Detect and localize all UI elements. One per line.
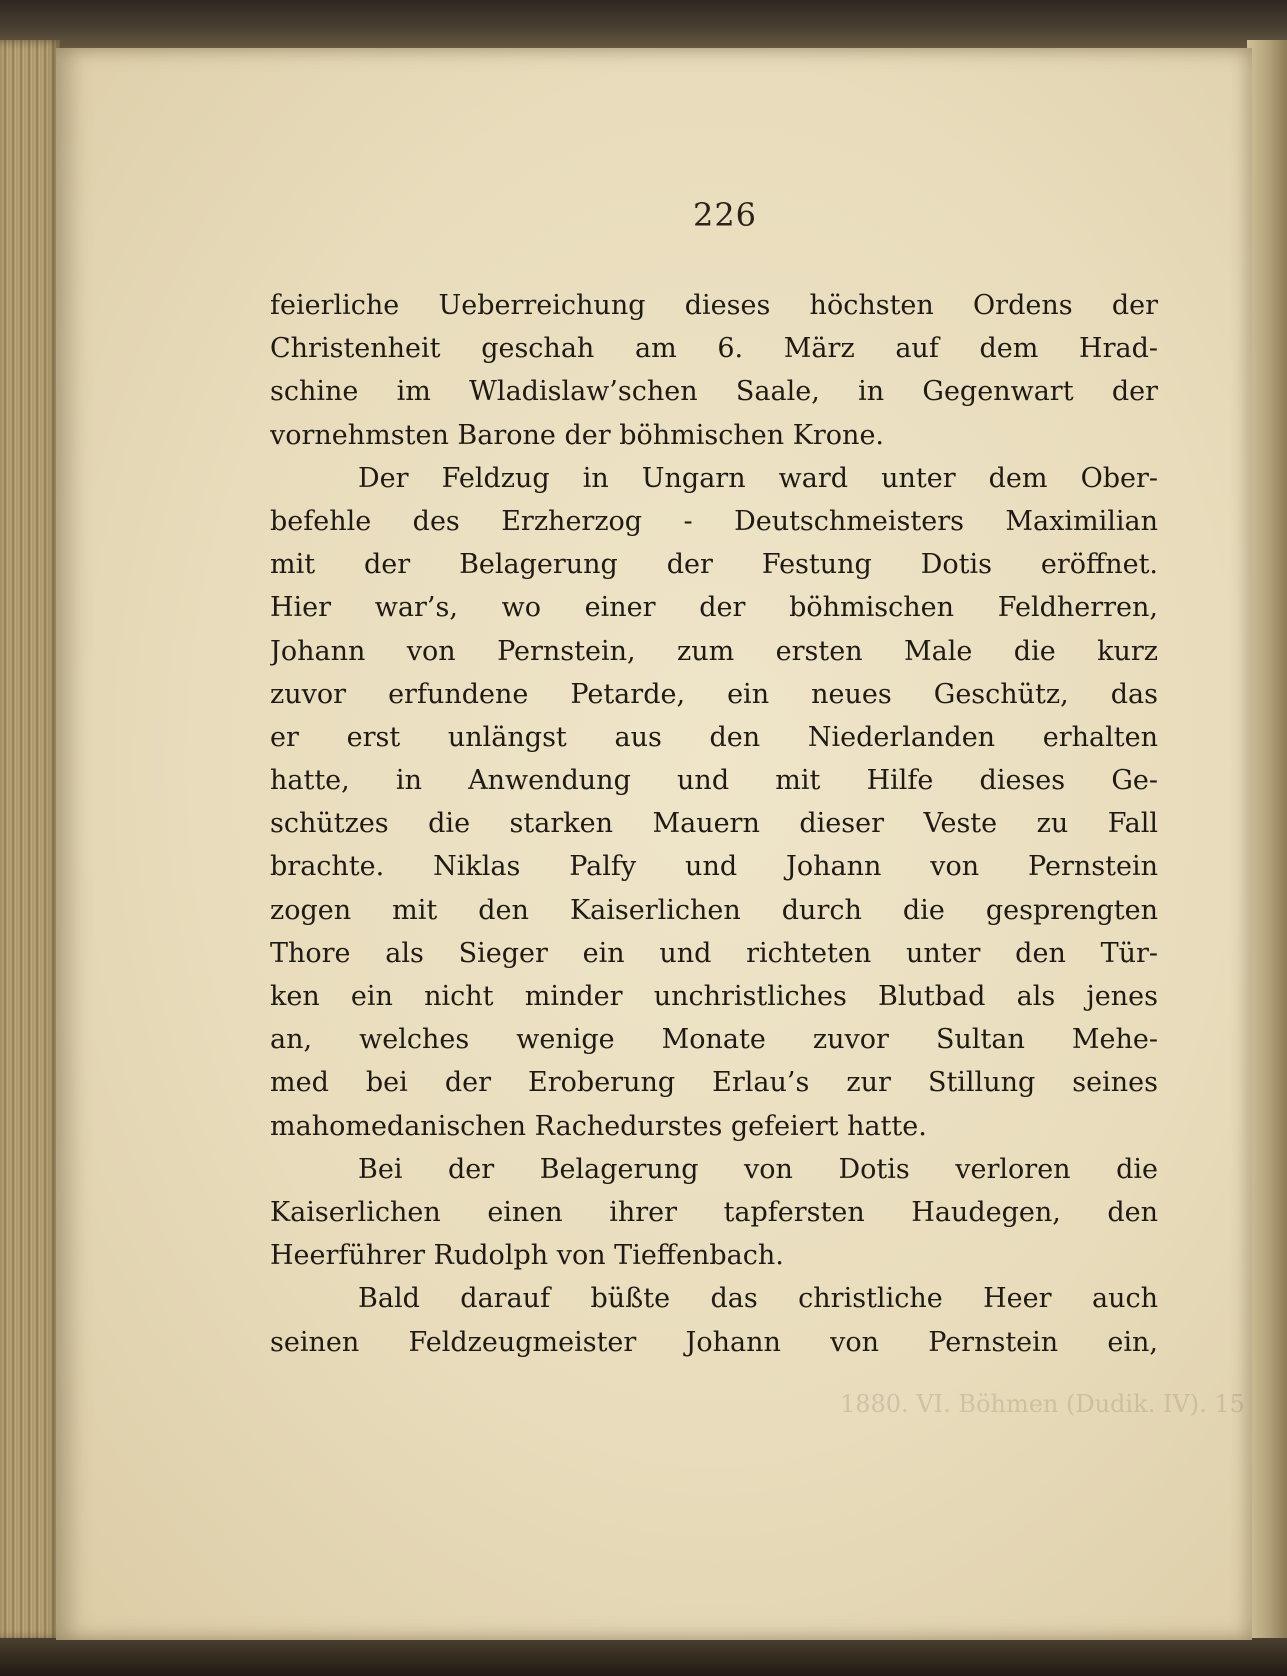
page-number: 226 — [692, 196, 758, 234]
text-line: Johann von Pernstein, zum ersten Male die kurz — [270, 635, 1158, 667]
text-line: feierliche Ueberreichung dieses höchsten Ordens der — [270, 290, 1158, 321]
text-line: zuvor erfundene Petarde, ein neues Geschütz, das — [270, 678, 1158, 710]
text-line: ken ein nicht minder unchristliches Blutbad als jenes — [270, 981, 1158, 1012]
top-book-edge — [0, 0, 1287, 52]
text-line: brachte. Niklas Palfy und Johann von Pernstein — [270, 851, 1158, 883]
text-line: an, welches wenige Monate zuvor Sultan Mehe- — [270, 1024, 1158, 1056]
text-line: Bald darauf büßte das christliche Heer auch — [358, 1283, 1158, 1315]
text-line: Kaiserlichen einen ihrer tapfersten Haudegen, den — [270, 1196, 1158, 1228]
page-edges — [1247, 40, 1287, 1640]
bleed-through-text: 1880. VI. Böhmen (Dudik. IV). 15 — [840, 1390, 1245, 1418]
bottom-book-edge — [0, 1638, 1287, 1676]
text-line: zogen mit den Kaiserlichen durch die gesprengten — [270, 894, 1158, 926]
text-line: Hier war’s, wo einer der böhmischen Feldherren, — [270, 592, 1158, 624]
text-line: mit der Belagerung der Festung Dotis eröffnet. — [270, 549, 1158, 581]
text-line: Der Feldzug in Ungarn ward unter dem Ober- — [358, 462, 1158, 494]
text-line: er erst unlängst aus den Niederlanden erhalten — [270, 721, 1158, 753]
text-line: Bei der Belagerung von Dotis verloren die — [358, 1153, 1158, 1185]
text-line: mahomedanischen Rachedurstes gefeiert hatte. — [270, 1110, 927, 1142]
text-line: Heerführer Rudolph von Tieffenbach. — [270, 1240, 784, 1272]
text-line: med bei der Eroberung Erlau’s zur Stillung seines — [270, 1067, 1158, 1099]
text-line: schine im Wladislaw’schen Saale, in Gegenwart der — [270, 376, 1158, 408]
book-binding — [0, 40, 62, 1640]
text-line: befehle des Erzherzog - Deutschmeisters Maximilian — [270, 505, 1158, 537]
text-line: schützes die starken Mauern dieser Veste zu Fall — [270, 808, 1158, 840]
text-line: Christenheit geschah am 6. März auf dem Hrad- — [270, 333, 1158, 365]
text-line: vornehmsten Barone der böhmischen Krone. — [270, 419, 884, 451]
text-line: hatte, in Anwendung und mit Hilfe dieses Ge- — [270, 765, 1158, 797]
text-line: seinen Feldzeugmeister Johann von Pernstein ein, — [270, 1326, 1158, 1358]
body-text — [270, 284, 1158, 1364]
text-line: Thore als Sieger ein und richteten unter den Tür- — [270, 937, 1158, 969]
